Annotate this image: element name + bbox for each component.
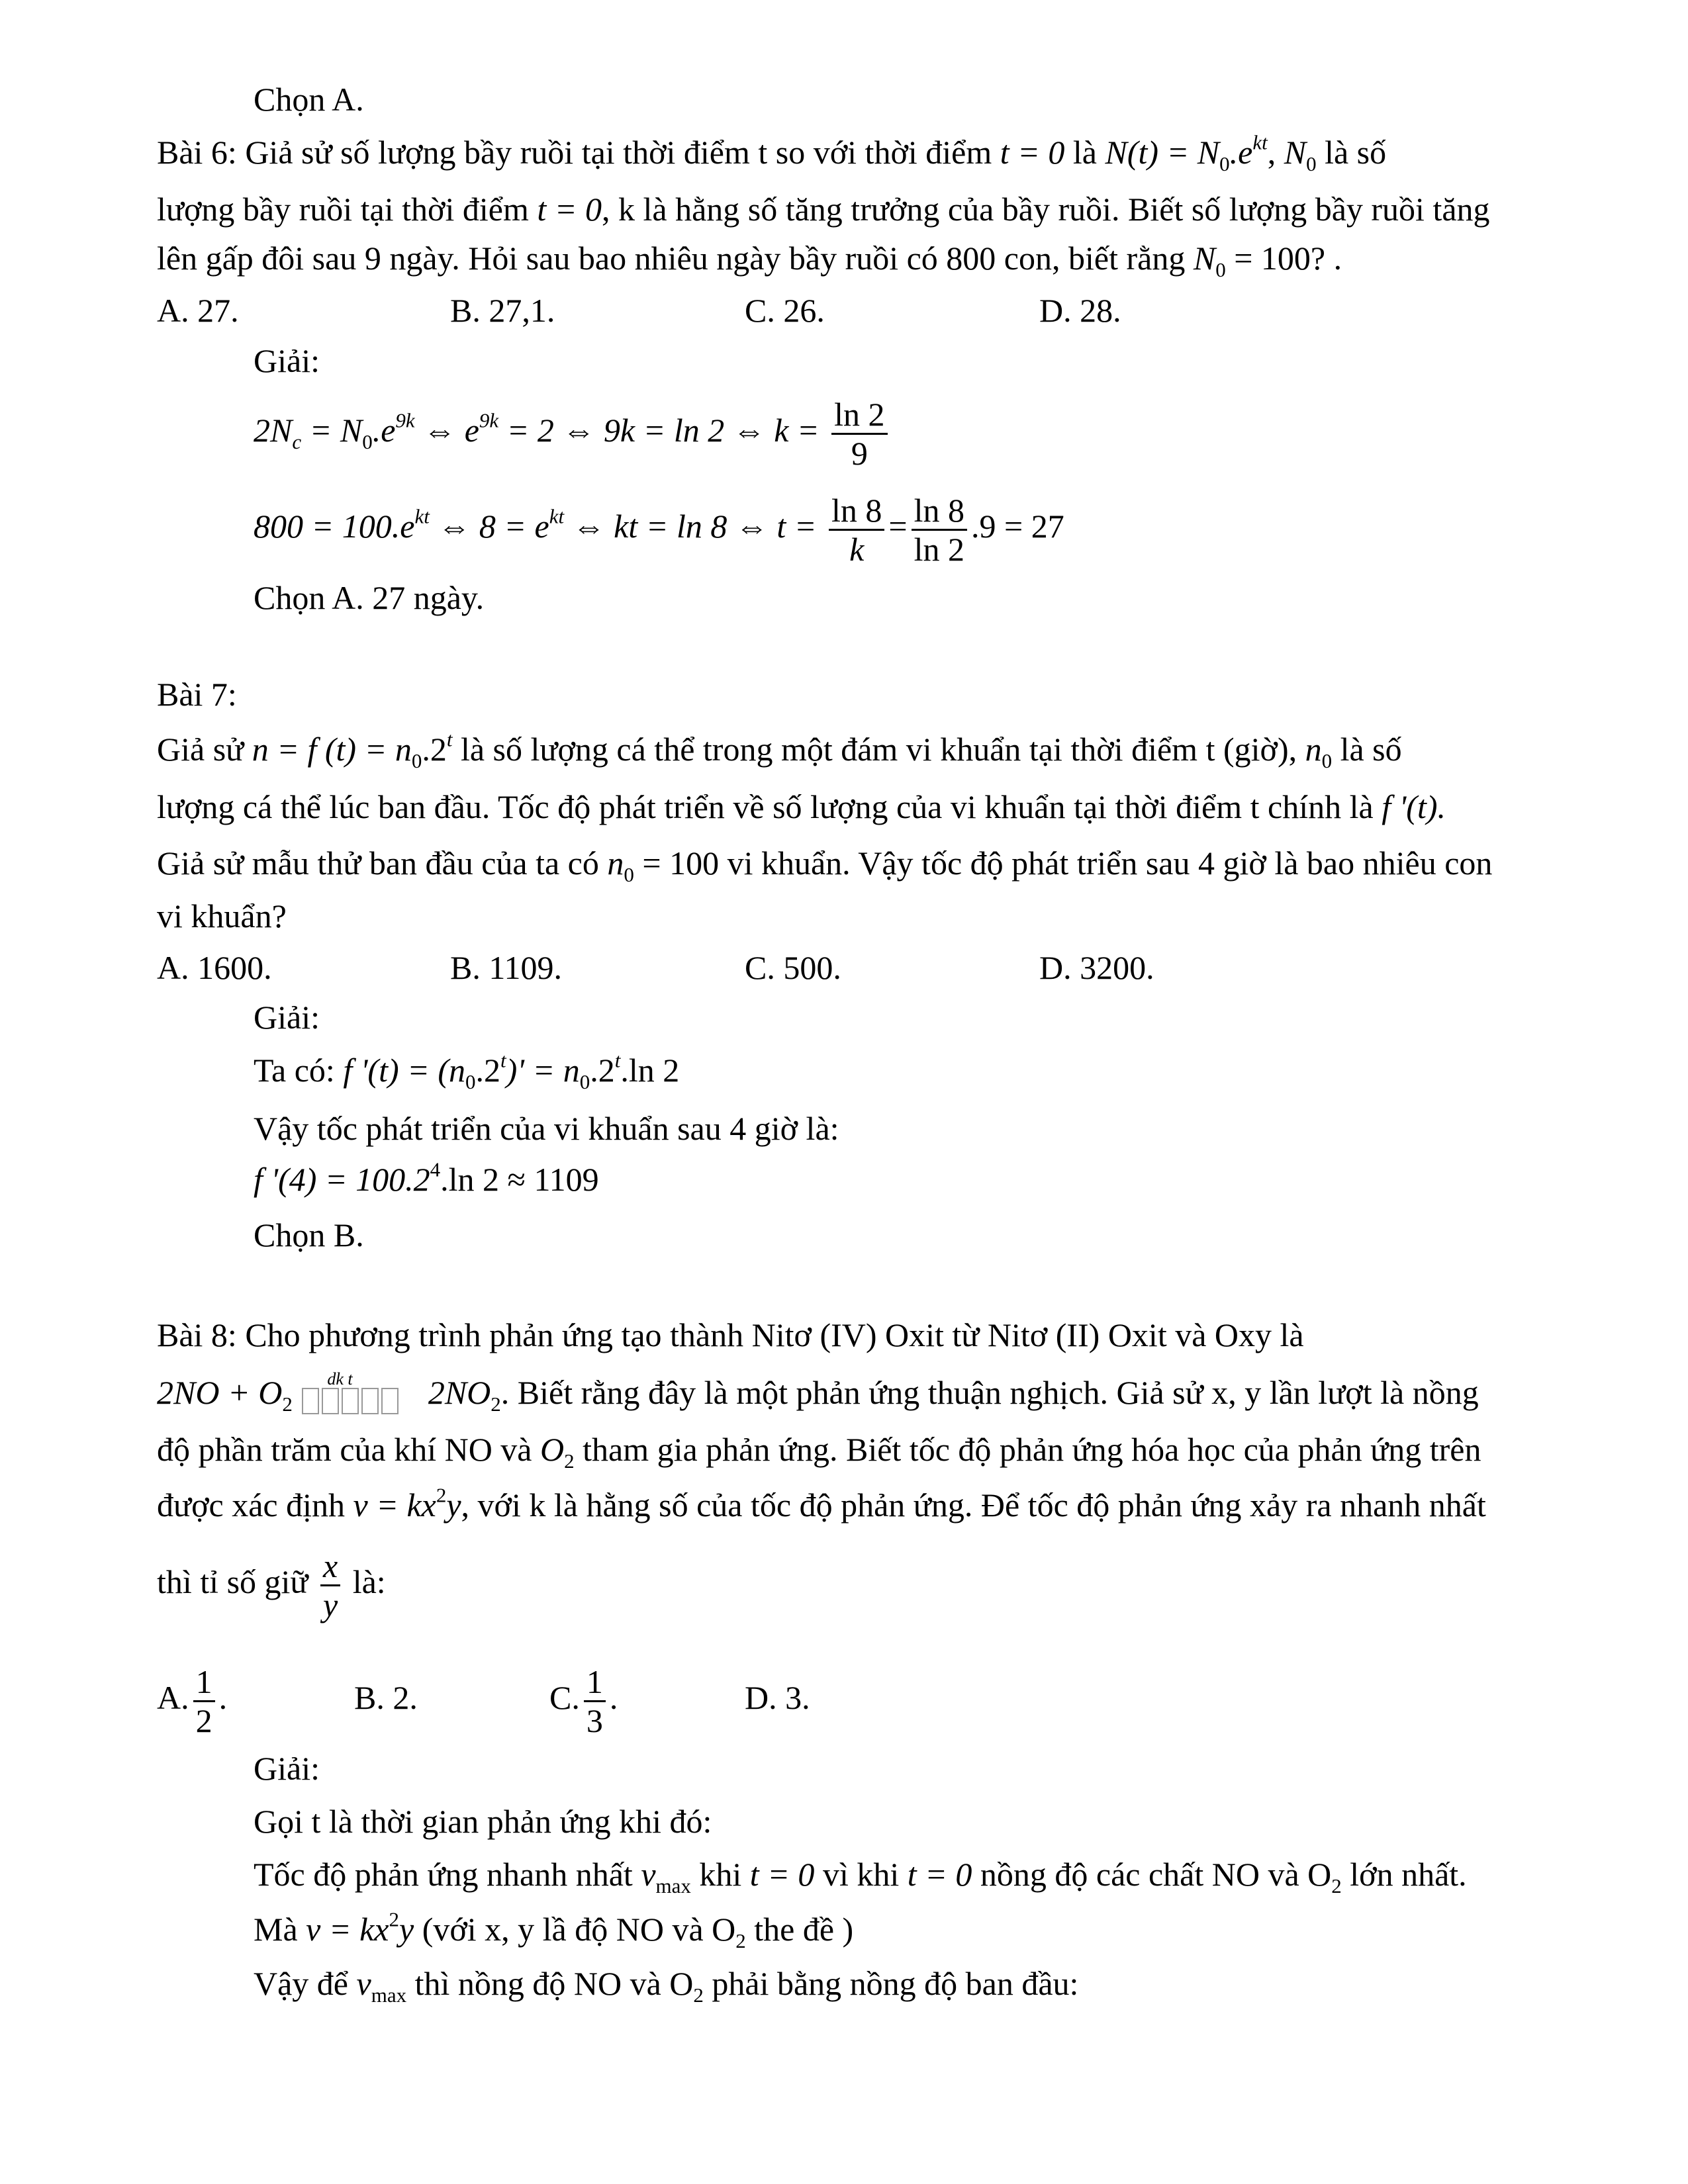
bai6-equation-1: $2N_c = N_0.e^{9k}$ ⇔ $e^{9k} = 2$ ⇔ 9k = ln 2 ⇔ k = $\frac{\ln 2}{9}$	[254, 384, 892, 477]
reaction-arrow-icon: dk t	[301, 1378, 420, 1411]
bai7-option-b: B. 1109.	[450, 949, 562, 986]
bai7-conclusion: Vậy tốc phát triển của vi khuẩn sau 4 giờ là:	[254, 1110, 839, 1147]
bai8-line2: $2NO + O_2$ dk t $2NO_2$. Biết rằng đây là một phản ứng thuận nghịch. Giả sử x, y lần lượt là nồng	[157, 1369, 1479, 1416]
bai6-line3: lên gấp đôi sau 9 ngày. Hỏi sau bao nhiêu ngày bầy ruồi có 800 con, biết rằng $N_0 = 100$? .	[157, 240, 1342, 281]
fraction-ln2-over-9: $\frac{\ln 2}{9}$	[831, 396, 887, 472]
bai7-option-d: D. 3200.	[1039, 949, 1154, 986]
bai6-title: Bài 6:	[157, 134, 237, 171]
bai8-step-3: Mà $v = kx^2y$ (với x, y lầ độ NO và $O_2$ the đề )	[254, 1907, 854, 1952]
bai6-line2: lượng bầy ruồi tại thời điểm t = 0, k là hằng số tăng trưởng của bầy ruồi. Biết số lượng bầy ruồi tăng	[157, 191, 1490, 228]
bai8-giai: Giải:	[254, 1750, 320, 1787]
bai7-line1: Giả sử n = f $(t) = n_0.2^t$ là số lượng cá thể trong một đám vi khuẩn tại thời điểm t (giờ), $n_0$ là số	[157, 727, 1402, 772]
bai7-giai: Giải:	[254, 999, 320, 1036]
bai7-option-a: A. 1600.	[157, 949, 272, 986]
bai8-step-4: Vậy để $v_{max}$ thì nồng độ NO và $O_2$ phải bằng nồng độ ban đầu:	[254, 1965, 1079, 2007]
bai6-option-c: C. 26.	[745, 292, 825, 329]
bai7-title: Bài 7:	[157, 676, 237, 713]
bai7-line2: lượng cá thể lúc ban đầu. Tốc độ phát triển về số lượng của vi khuẩn tại thời điểm t chính là f '(t).	[157, 788, 1446, 825]
bai6-line1: Bài 6: Giả sử số lượng bầy ruồi tại thời điểm t so với thời điểm t = 0 là $N(t) = N_0.e^{kt}$, $N_0$ là số	[157, 130, 1387, 175]
bai8-step-2: Tốc độ phản ứng nhanh nhất $v_{max}$ khi t = 0 vì khi t = 0 nồng độ các chất NO và $O_2$ lớn nhất.	[254, 1856, 1467, 1897]
bai7-equation-1: Ta có: f '$(t) = (n_0.2^t)' = n_0.2^t.\ln$ 2	[254, 1048, 680, 1093]
bai8-option-d: D. 3.	[745, 1679, 810, 1716]
fraction-ln8-over-ln2: $\frac{\ln 8}{\ln 2}$	[912, 492, 967, 568]
bai7-option-c: C. 500.	[745, 949, 841, 986]
bai6-option-b: B. 27,1.	[450, 292, 555, 329]
bai8-option-b: B. 2.	[354, 1679, 418, 1716]
bai8-line3: độ phần trăm của khí NO và $O_2$ tham gia phản ứng. Biết tốc độ phản ứng hóa học của phản ứng trên	[157, 1431, 1481, 1473]
bai8-title: Bài 8:	[157, 1316, 237, 1353]
bai8-line4: được xác định $v = kx^2y$, với k là hằng số của tốc độ phản ứng. Để tốc độ phản ứng xảy ra nhanh nhất	[157, 1483, 1486, 1524]
bai7-line3: Giả sử mẫu thử ban đầu của ta có $n_0 = 100$ vi khuẩn. Vậy tốc độ phát triển sau 4 giờ là bao nhiêu con	[157, 844, 1493, 886]
bai6-giai: Giải:	[254, 342, 320, 379]
bai7-line4: vi khuẩn?	[157, 897, 287, 934]
bai8-option-c: C. $\frac{1}{3}$ .	[549, 1663, 618, 1740]
fraction-x-over-y: $\frac{x}{y}$	[320, 1547, 340, 1623]
bai8-line1: Bài 8: Cho phương trình phản ứng tạo thành Nitơ (IV) Oxit từ Nitơ (II) Oxit và Oxy là	[157, 1316, 1304, 1353]
bai8-option-a: A. $\frac{1}{2}$ .	[157, 1663, 228, 1740]
bai6-option-a: A. 27.	[157, 292, 239, 329]
bai6-answer: Chọn A. 27 ngày.	[254, 579, 485, 616]
bai6-equation-2: $800 = 100.e^{kt}$ ⇔ $8 = e^{kt}$ ⇔ kt = ln 8 ⇔ t = $\frac{\ln 8}{k}$ = $\frac{\ln 8}{\ln 2}$ .9 = 27	[254, 492, 1064, 569]
bai7-answer: Chọn B.	[254, 1216, 364, 1253]
fraction-ln8-over-k: $\frac{\ln 8}{k}$	[829, 492, 884, 568]
bai7-equation-2: f '$(4) = 100.2^4.\ln$ 2 ≈ 1109	[254, 1158, 599, 1198]
bai8-line5: thì tỉ số giữ $\frac{x}{y}$ là:	[157, 1547, 386, 1624]
bai8-step-1: Gọi t là thời gian phản ứng khi đó:	[254, 1803, 712, 1840]
chon-a-text: Chọn A.	[254, 81, 364, 118]
bai6-option-d: D. 28.	[1039, 292, 1121, 329]
